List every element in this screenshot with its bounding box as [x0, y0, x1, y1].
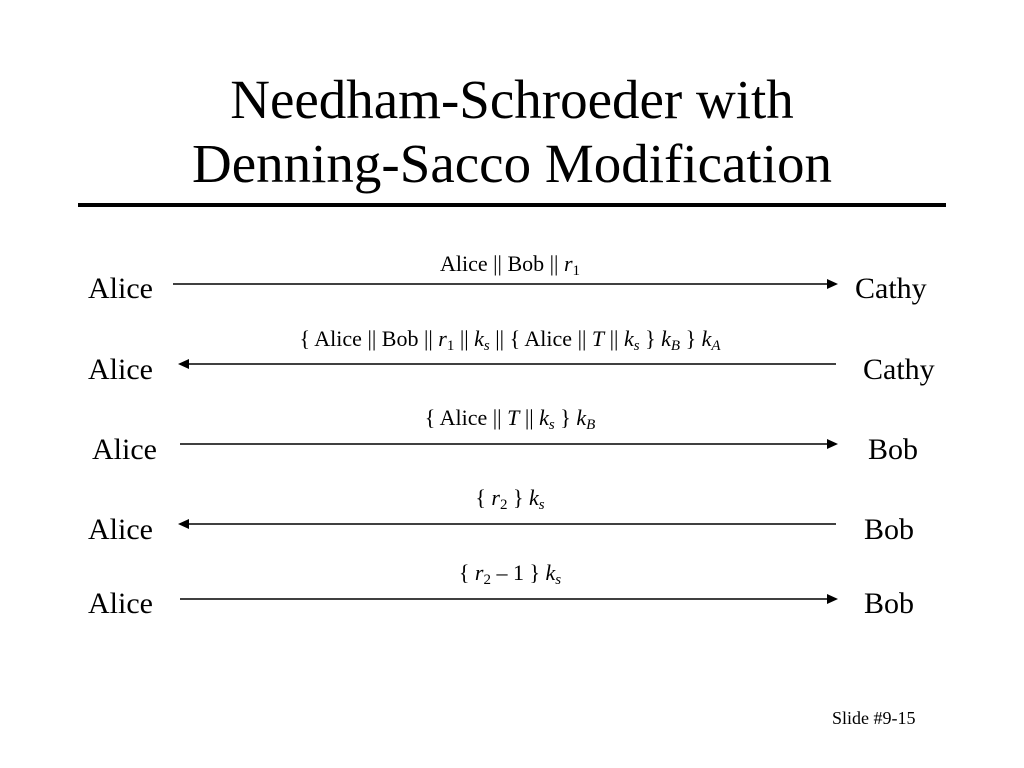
- message-5-sender: Alice: [88, 587, 153, 620]
- title-line-1: Needham-Schroeder with: [230, 69, 794, 130]
- message-3-sender: Alice: [92, 433, 157, 466]
- message-4-label: { $r_2$ } $k_s$: [475, 485, 545, 513]
- message-3-arrow: [180, 439, 838, 449]
- message-5-label: { $r_2 - 1$ } $k_s$: [458, 560, 562, 588]
- message-2-arrow: [178, 359, 836, 369]
- message-1-sender: Alice: [88, 272, 153, 305]
- arrow-head-icon: [827, 594, 838, 604]
- arrow-head-icon: [827, 279, 838, 289]
- message-5-receiver: Bob: [864, 587, 915, 620]
- message-5-arrow: [180, 594, 838, 604]
- message-2-sender: Cathy: [863, 353, 935, 386]
- message-4-receiver: Alice: [88, 513, 153, 546]
- title-line-2: Denning-Sacco Modification: [192, 133, 832, 194]
- message-2-receiver: Alice: [88, 353, 153, 386]
- message-3-label: { Alice || T || $k_s$ } $k_B$: [424, 405, 596, 433]
- message-3-receiver: Bob: [868, 433, 919, 466]
- message-2-label: { Alice || Bob || $r_1$ || $k_s$ || { Alice || T || $k_s$ } $k_B$ } $k_A$: [299, 326, 721, 354]
- message-4-sender: Bob: [864, 513, 915, 546]
- message-1-arrow: [173, 279, 838, 289]
- arrow-head-icon: [178, 359, 189, 369]
- slide-number: Slide #9-15: [832, 708, 916, 728]
- message-1-receiver: Cathy: [855, 272, 927, 305]
- message-4-arrow: [178, 519, 836, 529]
- arrow-head-icon: [827, 439, 838, 449]
- message-1-label: Alice || Bob || $r_1$: [439, 251, 581, 279]
- arrow-head-icon: [178, 519, 189, 529]
